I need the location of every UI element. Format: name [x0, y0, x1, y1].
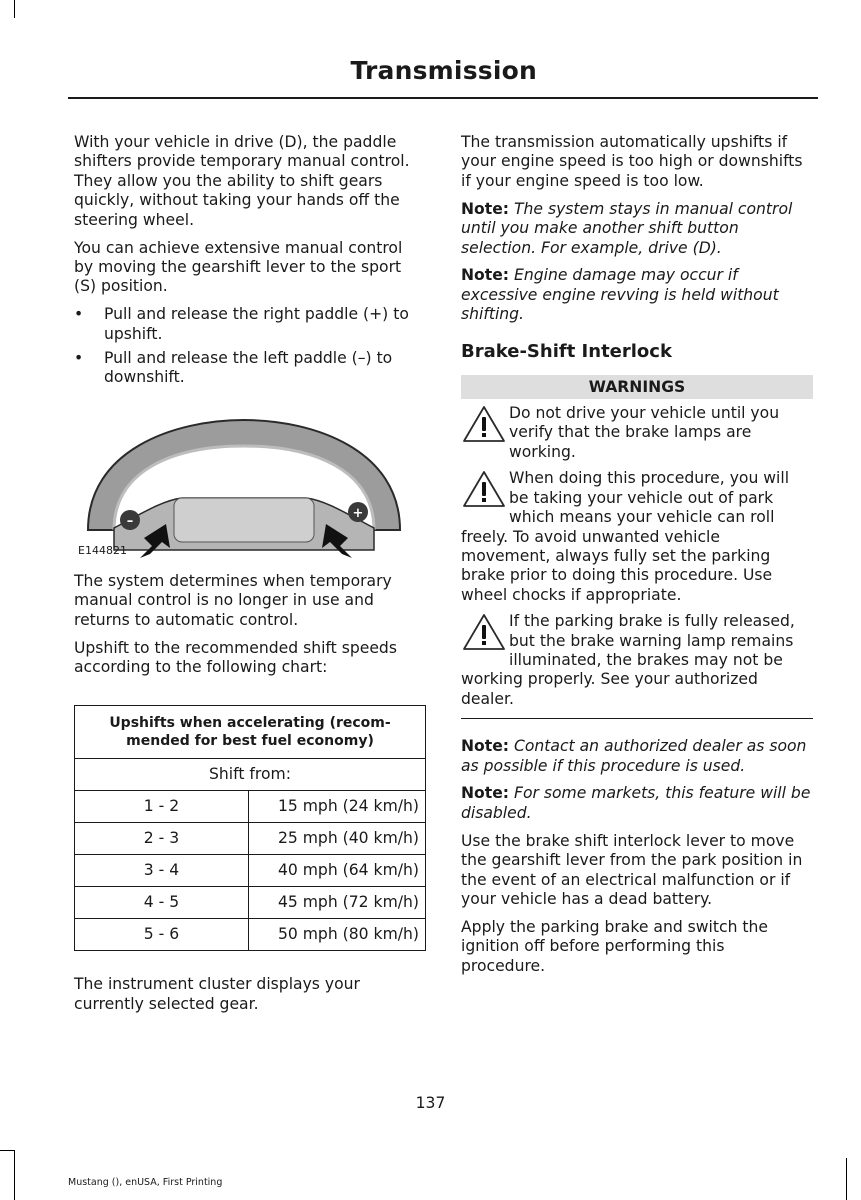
gear-cell: 5 - 6 — [75, 919, 249, 951]
gear-cell: 1 - 2 — [75, 791, 249, 823]
note-label: Note: — [461, 199, 510, 218]
note-manual-control — [461, 200, 813, 258]
paddle-shifters-paragraph: With your vehicle in drive (D), the paddle shifters provide temporary manual control. They allow you the ability to shift gears quickly, without taking your hands off the steering wheel. — [74, 133, 410, 229]
hub-center-panel — [174, 498, 314, 542]
warnings-banner: WARNINGS — [461, 375, 813, 399]
warning-item — [461, 469, 813, 605]
crop-mark-bottom-left-horizontal — [0, 1150, 15, 1151]
note-label: Note: — [461, 737, 510, 756]
warnings-end-rule — [461, 718, 813, 719]
warning-item — [461, 404, 813, 462]
note-engine-damage — [461, 266, 813, 324]
warning-triangle-icon — [461, 469, 507, 511]
warning-text: If the parking brake is fully released, but the brake warning lamp remains illuminated, the brakes may not be working properly. See your authorized dealer. — [461, 612, 795, 708]
note-text: Contact an authorized dealer as soon as possible if this procedure is used. — [461, 737, 807, 775]
note-contact-dealer — [461, 737, 813, 776]
automatic-control-paragraph: The system determines when temporary manual control is no longer in use and returns to automatic control. — [74, 571, 392, 629]
speed-cell: 40 mph (64 km/h) — [249, 855, 426, 887]
table-row — [75, 791, 426, 823]
table-subheader: Shift from: — [75, 759, 426, 791]
note-text: For some markets, this feature will be disabled. — [461, 784, 811, 822]
interlock-lever-paragraph: Use the brake shift interlock lever to move the gearshift lever from the park position in the event of an electrical malfunction or if your vehicle has a dead battery. — [461, 831, 803, 908]
parking-brake-paragraph: Apply the parking brake and switch the ignition off before performing this procedure. — [461, 917, 769, 975]
speed-cell: 50 mph (80 km/h) — [249, 919, 426, 951]
warning-text: Do not drive your vehicle until you verify that the brake lamps are working. — [509, 404, 780, 461]
warning-triangle-icon — [461, 404, 507, 446]
table-row — [75, 887, 426, 919]
speed-cell: 25 mph (40 km/h) — [249, 823, 426, 855]
steering-wheel-illustration — [74, 400, 414, 560]
list-item — [74, 305, 426, 344]
upshift-table — [74, 705, 426, 951]
figure-code: E144821 — [78, 543, 127, 557]
warning-text: When doing this procedure, you will be taking your vehicle out of park which means your vehicle can roll freely. To avoid unwanted vehicle movement, always fully set the parking brake prior to doing this procedure. Use wheel chocks if appropriate. — [461, 469, 790, 604]
warning-item — [461, 612, 813, 709]
steering-wheel-figure — [74, 400, 414, 560]
note-text: The system stays in manual control until you make another shift button selection. For example, drive (D). — [461, 199, 793, 257]
instrument-cluster-paragraph: The instrument cluster displays your currently selected gear. — [74, 975, 360, 1013]
shift-chart-intro: Upshift to the recommended shift speeds according to the following chart: — [74, 638, 397, 676]
footer-text: Mustang (), enUSA, First Printing — [68, 1177, 223, 1188]
speed-cell: 15 mph (24 km/h) — [249, 791, 426, 823]
left-paddle-symbol: – — [126, 513, 134, 529]
bullet-text: Pull and release the left paddle (–) to downshift. — [104, 349, 393, 387]
bullet-mark: • — [74, 305, 84, 324]
crop-mark-bottom-right-vertical — [846, 1158, 847, 1200]
crop-mark-bottom-left-vertical — [14, 1150, 15, 1200]
header-rule — [68, 97, 818, 99]
gear-cell: 2 - 3 — [75, 823, 249, 855]
speed-cell: 45 mph (72 km/h) — [249, 887, 426, 919]
page-number: 137 — [415, 1094, 446, 1112]
note-label: Note: — [461, 784, 510, 803]
paddle-bullet-list — [74, 305, 426, 388]
table-row — [75, 919, 426, 951]
table-row — [75, 823, 426, 855]
warning-triangle-icon — [461, 612, 507, 654]
bullet-mark: • — [74, 349, 84, 368]
auto-upshift-paragraph: The transmission automatically upshifts if your engine speed is too high or downshifts if your engine speed is too low. — [461, 133, 803, 190]
note-label: Note: — [461, 266, 510, 285]
note-text: Engine damage may occur if excessive engine revving is held without shifting. — [461, 266, 779, 324]
manual-control-paragraph: You can achieve extensive manual control by moving the gearshift lever to the sport (S) position. — [74, 238, 403, 296]
table-title: Upshifts when accelerating (recom-mended for best fuel economy) — [75, 706, 426, 759]
list-item — [74, 349, 426, 388]
bullet-text: Pull and release the right paddle (+) to upshift. — [104, 305, 409, 343]
left-column — [74, 133, 426, 1023]
right-paddle-symbol: + — [352, 505, 364, 521]
section-title: Brake-Shift Interlock — [461, 340, 672, 362]
page-title: Transmission — [350, 56, 537, 85]
gear-cell: 3 - 4 — [75, 855, 249, 887]
table-row — [75, 855, 426, 887]
right-column — [461, 133, 813, 985]
note-markets — [461, 784, 813, 823]
gear-cell: 4 - 5 — [75, 887, 249, 919]
crop-mark-top-left-vertical — [14, 0, 15, 18]
